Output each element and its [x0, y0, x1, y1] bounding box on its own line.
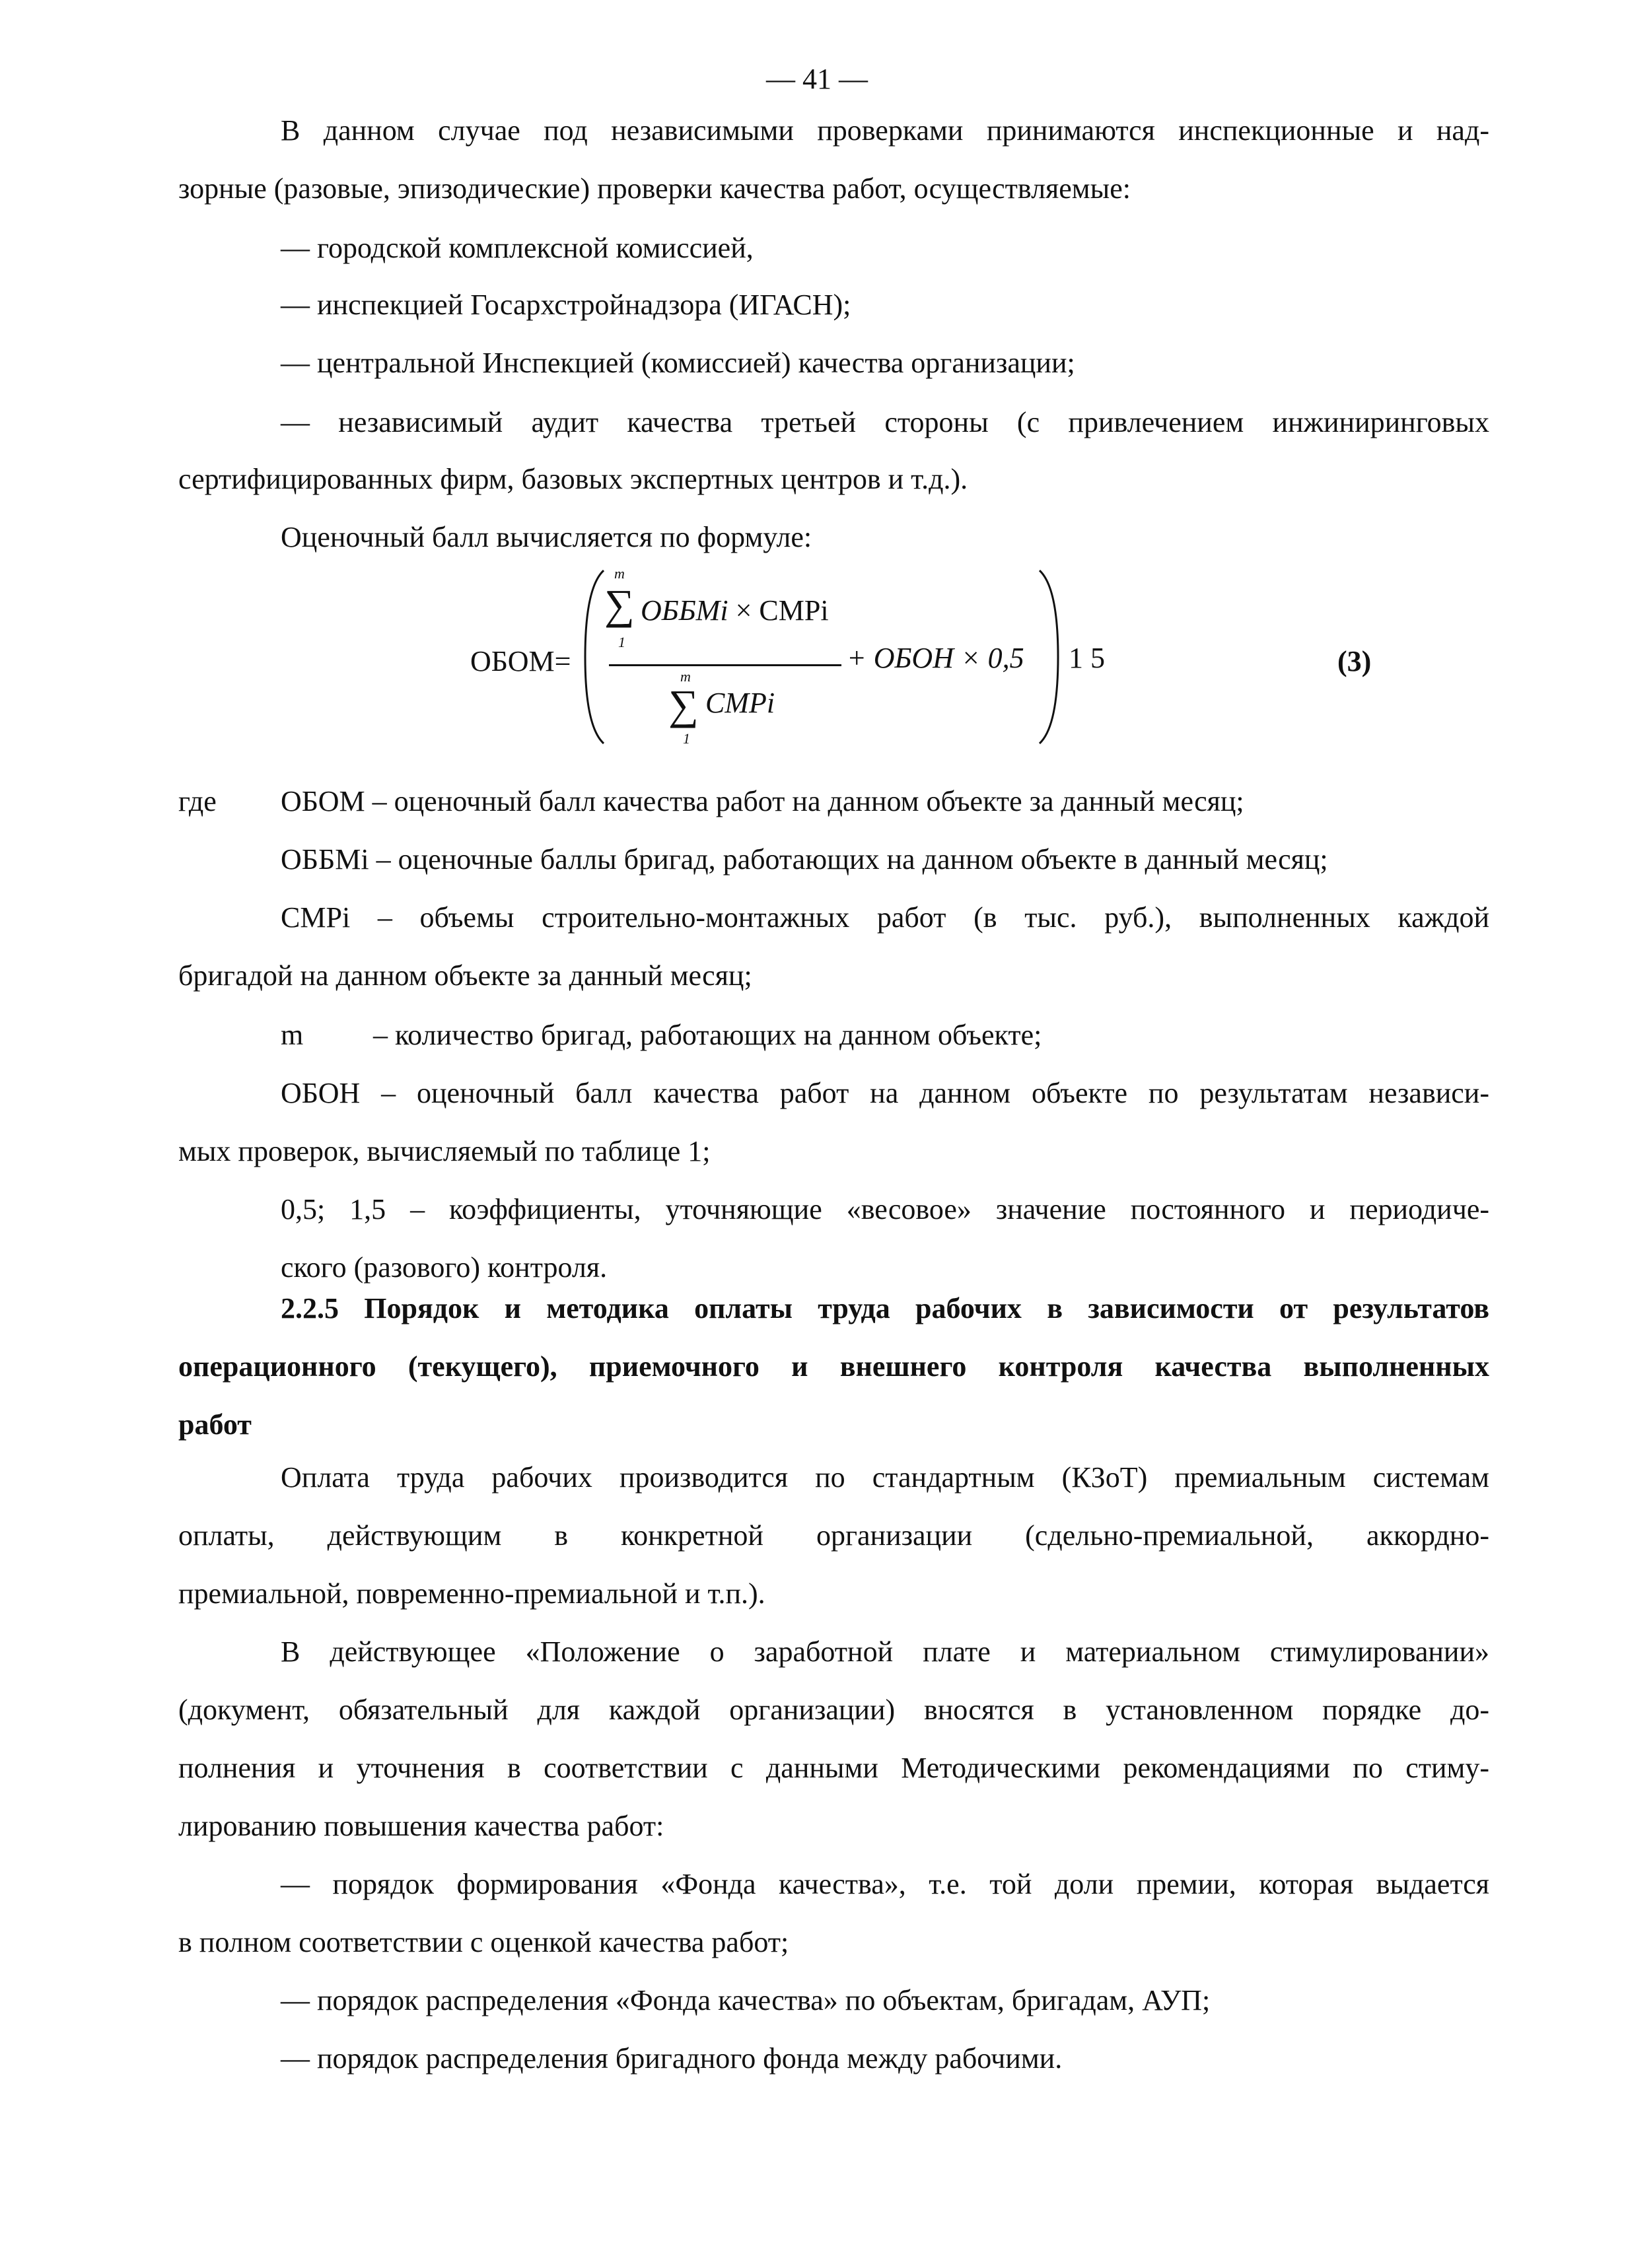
definition-coef-line-1: 0,5; 1,5 – коэффициенты, уточняющие «весовое» значение постоянного и периодиче-	[281, 1193, 1489, 1225]
pay-line-1: Оплата труда рабочих производится по стандартным (КЗоТ) премиальным системам	[281, 1461, 1489, 1494]
numerator-variable: ОББМi	[641, 594, 728, 627]
definition-obon-line-2: мых проверок, вычисляемый по таблице 1;	[178, 1135, 711, 1167]
fund-item-3: — порядок распределения бригадного фонда между рабочими.	[281, 2042, 1063, 2075]
definition-cmpi-line-1: СМРi – объемы строительно-монтажных работ (в тыс. руб.), выполненных каждой	[281, 901, 1489, 934]
pay-line-2: оплаты, действующим в конкретной организации (сдельно-премиальной, аккордно-	[178, 1519, 1489, 1552]
numerator-sum-upper: m	[614, 565, 625, 582]
definition-obom: ОБОМ – оценочный балл качества работ на данном объекте за данный месяц;	[281, 785, 1244, 817]
numerator-sigma-icon: ∑	[604, 581, 635, 628]
regulation-line-3: полнения и уточнения в соответствии с данными Методическими рекомендациями по стиму-	[178, 1752, 1489, 1784]
plus-term: + ОБОН × 0,5	[847, 642, 1024, 674]
definition-m-symbol: m	[281, 1019, 304, 1051]
inspection-item-2: — инспекцией Госархстройнадзора (ИГАСН);	[281, 289, 851, 321]
fund-item-2: — порядок распределения «Фонда качества» по объектам, бригадам, АУП;	[281, 1984, 1211, 2016]
section-heading-line-1: 2.2.5 Порядок и методика оплаты труда рабочих в зависимости от результатов	[281, 1292, 1489, 1324]
definition-obon-line-1: ОБОН – оценочный балл качества работ на данном объекте по результатам независи-	[281, 1077, 1489, 1109]
audit-line-2: сертифицированных фирм, базовых экспертных центров и т.д.).	[178, 463, 968, 495]
intro-line-2: зорные (разовые, эпизодические) проверки качества работ, осуществляемые:	[178, 172, 1131, 205]
formula-lhs: ОБОМ=	[470, 645, 571, 677]
numerator-sum-lower: 1	[618, 634, 625, 650]
fraction-bar	[609, 664, 841, 666]
definition-cmpi-line-2: бригадой на данном объекте за данный месяц;	[178, 959, 752, 992]
denominator: СМРi	[705, 687, 775, 719]
where-label: где	[178, 785, 217, 817]
intro-line-1: В данном случае под независимыми проверками принимаются инспекционные и над-	[281, 114, 1489, 147]
denominator-sum-upper: m	[680, 668, 691, 685]
section-heading-line-2: операционного (текущего), приемочного и внешнего контроля качества выполненных	[178, 1350, 1489, 1383]
times-sign: ×	[735, 594, 752, 627]
numerator	[641, 594, 829, 627]
right-paren-icon	[1036, 568, 1062, 746]
inspection-item-1: — городской комплексной комиссией,	[281, 232, 754, 264]
numerator-cmp: СМРi	[759, 594, 829, 627]
denominator-sigma-icon: ∑	[668, 681, 699, 728]
formula-multiplier: 1 5	[1069, 642, 1105, 674]
left-paren-icon	[581, 568, 608, 746]
pay-line-3: премиальной, повременно-премиальной и т.п.).	[178, 1577, 765, 1610]
regulation-line-1: В действующее «Положение о заработной плате и материальном стимулировании»	[281, 1635, 1489, 1668]
regulation-line-2: (документ, обязательный для каждой организации) вносятся в установленном порядке до-	[178, 1694, 1489, 1726]
definition-m-text: – количество бригад, работающих на данном объекте;	[373, 1019, 1042, 1051]
fund-item-1-line-1: — порядок формирования «Фонда качества», т.е. той доли премии, которая выдается	[281, 1868, 1489, 1900]
definition-coef-line-2: ского (разового) контроля.	[281, 1251, 608, 1284]
section-heading-line-3: работ	[178, 1408, 252, 1441]
definition-obbmi: ОББМi – оценочные баллы бригад, работающих на данном объекте в данный месяц;	[281, 843, 1328, 876]
regulation-line-4: лированию повышения качества работ:	[178, 1810, 664, 1842]
equation-number: (3)	[1337, 645, 1372, 677]
fund-item-1-line-2: в полном соответствии с оценкой качества работ;	[178, 1926, 789, 1958]
page-number: — 41 —	[766, 63, 868, 95]
audit-line-1: — независимый аудит качества третьей стороны (с привлечением инжиниринговых	[281, 406, 1489, 438]
formula-intro: Оценочный балл вычисляется по формуле:	[281, 521, 812, 553]
denominator-sum-lower: 1	[683, 730, 690, 747]
inspection-item-3: — центральной Инспекцией (комиссией) качества организации;	[281, 347, 1075, 379]
